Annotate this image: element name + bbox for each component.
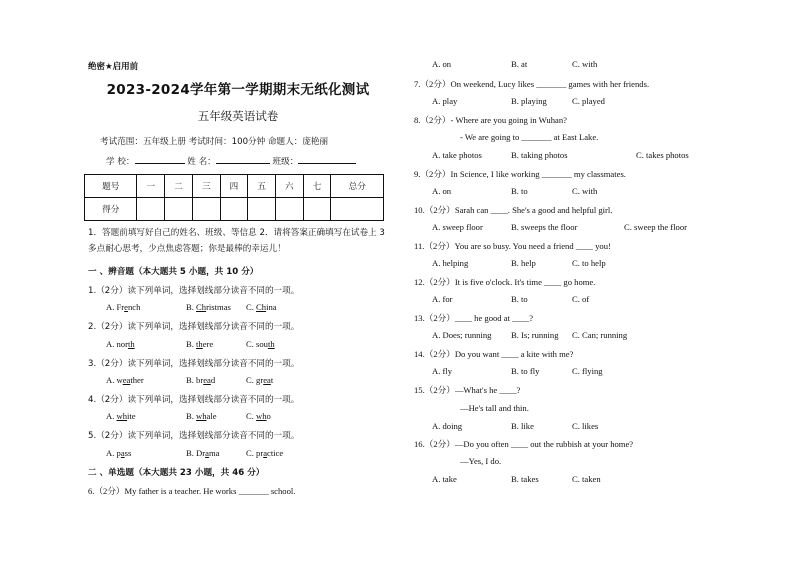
question-5: 5.（2分）读下列单词，选择划线部分读音不同的一项。 (88, 431, 300, 441)
option-16c[interactable]: C. taken (572, 474, 601, 484)
score-table-score-row (85, 198, 384, 221)
option-5c[interactable]: C. practice (246, 448, 284, 458)
option-15c[interactable]: C. likes (572, 421, 599, 431)
option-6a[interactable]: A. on (432, 59, 452, 69)
option-9c[interactable]: C. with (572, 186, 598, 196)
option-10c[interactable]: C. sweep the floor (624, 222, 688, 232)
option-3c[interactable]: C. great (246, 375, 274, 385)
score-input-cell[interactable] (192, 198, 220, 221)
option-16a[interactable]: A. take (432, 474, 457, 484)
option-14c[interactable]: C. flying (572, 366, 603, 376)
section-heading-phonics: 一 、辨音题（本大题共 5 小题，共 10 分） (88, 267, 259, 277)
option-9a[interactable]: A. on (432, 186, 452, 196)
option-2a[interactable]: A. north (106, 339, 135, 349)
score-input-cell[interactable] (331, 198, 384, 221)
score-cell: 四 (220, 175, 248, 198)
score-table-header-row (85, 175, 384, 198)
student-info-line (106, 154, 356, 167)
score-cell: 总分 (331, 175, 384, 198)
score-cell: 三 (192, 175, 220, 198)
option-12c[interactable]: C. of (572, 294, 590, 304)
option-6c[interactable]: C. with (572, 59, 598, 69)
option-11b[interactable]: B. help (511, 258, 536, 268)
school-blank[interactable] (135, 154, 185, 164)
question-12: 12.（2分）It is five o'clock. It's time ____ go home. (414, 277, 596, 287)
option-12a[interactable]: A. for (432, 294, 453, 304)
question-7: 7.（2分）On weekend, Lucy likes _______ games with her friends. (414, 79, 650, 89)
question-16: 16.（2分）—Do you often ____ out the rubbish at your home? (414, 439, 634, 449)
question-4: 4.（2分）读下列单词，选择划线部分读音不同的一项。 (88, 395, 300, 405)
option-10a[interactable]: A. sweep floor (432, 222, 483, 232)
score-input-cell[interactable] (303, 198, 331, 221)
score-cell: 题号 (85, 175, 137, 198)
score-input-cell[interactable] (165, 198, 193, 221)
confidential-label: 绝密★启用前 (88, 62, 139, 72)
score-cell: 一 (137, 175, 165, 198)
option-1b[interactable]: B. Christmas (186, 302, 231, 312)
option-4a[interactable]: A. white (106, 411, 136, 421)
exam-title: 2023-2024学年第一学期期末无纸化测试 (106, 82, 370, 98)
question-3: 3.（2分）读下列单词，选择划线部分读音不同的一项。 (88, 359, 300, 369)
option-4b[interactable]: B. whale (186, 411, 217, 421)
section-heading-choice: 二 、单选题（本大题共 23 小题，共 46 分） (88, 468, 265, 478)
option-12b[interactable]: B. to (511, 294, 528, 304)
option-1a[interactable]: A. French (106, 302, 141, 312)
option-4c[interactable]: C. who (246, 411, 271, 421)
question-9: 9.（2分）In Science, I like working _______ my classmates. (414, 169, 626, 179)
question-1: 1.（2分）读下列单词，选择划线部分读音不同的一项。 (88, 286, 300, 296)
option-3b[interactable]: B. bread (186, 375, 216, 385)
option-8c[interactable]: C. takes photos (636, 150, 689, 160)
option-6b[interactable]: B. at (511, 59, 528, 69)
score-input-cell[interactable] (276, 198, 304, 221)
score-cell: 五 (248, 175, 276, 198)
score-input-cell[interactable] (137, 198, 165, 221)
class-label: 班级： (272, 157, 299, 167)
option-13a[interactable]: A. Does; running (432, 330, 492, 340)
score-row-label: 得分 (85, 198, 137, 221)
score-cell: 二 (165, 175, 193, 198)
option-7b[interactable]: B. playing (511, 96, 547, 106)
score-input-cell[interactable] (220, 198, 248, 221)
question-15: 15.（2分）—What's he ____? (414, 385, 521, 395)
option-16b[interactable]: B. takes (511, 474, 539, 484)
score-cell: 七 (303, 175, 331, 198)
option-8b[interactable]: B. taking photos (511, 150, 568, 160)
school-label: 学 校： (106, 157, 135, 167)
name-label: 姓 名： (187, 157, 216, 167)
question-13: 13.（2分）____ he good at ____? (414, 313, 534, 323)
question-15-line2: —He's tall and thin. (460, 403, 529, 413)
option-14a[interactable]: A. fly (432, 366, 453, 376)
option-13b[interactable]: B. Is; running (511, 330, 559, 340)
question-6: 6.（2分）My father is a teacher. He works _______ school. (88, 486, 296, 496)
exam-subtitle: 五年级英语试卷 (197, 109, 279, 123)
option-5a[interactable]: A. pass (106, 448, 132, 458)
option-8a[interactable]: A. take photos (432, 150, 482, 160)
question-8: 8.（2分）- Where are you going in Wuhan? (414, 115, 567, 125)
option-7c[interactable]: C. played (572, 96, 605, 106)
option-3a[interactable]: A. weather (106, 375, 144, 385)
option-15b[interactable]: B. like (511, 421, 534, 431)
name-blank[interactable] (216, 154, 270, 164)
option-2c[interactable]: C. south (246, 339, 275, 349)
option-5b[interactable]: B. Drama (186, 448, 220, 458)
question-11: 11.（2分）You are so busy. You need a friend ____ you! (414, 241, 611, 251)
option-15a[interactable]: A. doing (432, 421, 463, 431)
option-11c[interactable]: C. to help (572, 258, 606, 268)
question-8-line2: - We are going to _______ at East Lake. (460, 132, 599, 142)
option-11a[interactable]: A. helping (432, 258, 469, 268)
exam-notes: 1．答题前填写好自己的姓名、班级、等信息 2．请将答案正确填写在试卷上 3多点耐心思考，少点焦虑答题；你是最棒的幸运儿！ (88, 228, 385, 254)
class-blank[interactable] (298, 154, 356, 164)
question-2: 2.（2分）读下列单词，选择划线部分读音不同的一项。 (88, 322, 300, 332)
exam-info: 考试范围：五年级上册 考试时间：100分钟 命题人：庞艳丽 (100, 137, 329, 147)
option-13c[interactable]: C. Can; running (572, 330, 628, 340)
question-16-line2: —Yes, I do. (460, 456, 502, 466)
question-14: 14.（2分）Do you want ____ a kite with me? (414, 349, 574, 359)
question-10: 10.（2分）Sarah can ____. She's a good and helpful girl. (414, 205, 613, 215)
option-2b[interactable]: B. there (186, 339, 214, 349)
option-10b[interactable]: B. sweeps the floor (511, 222, 578, 232)
score-table (84, 174, 384, 221)
option-9b[interactable]: B. to (511, 186, 528, 196)
option-1c[interactable]: C. China (246, 302, 277, 312)
option-7a[interactable]: A. play (432, 96, 458, 106)
score-cell: 六 (276, 175, 304, 198)
option-14b[interactable]: B. to fly (511, 366, 540, 376)
score-input-cell[interactable] (248, 198, 276, 221)
